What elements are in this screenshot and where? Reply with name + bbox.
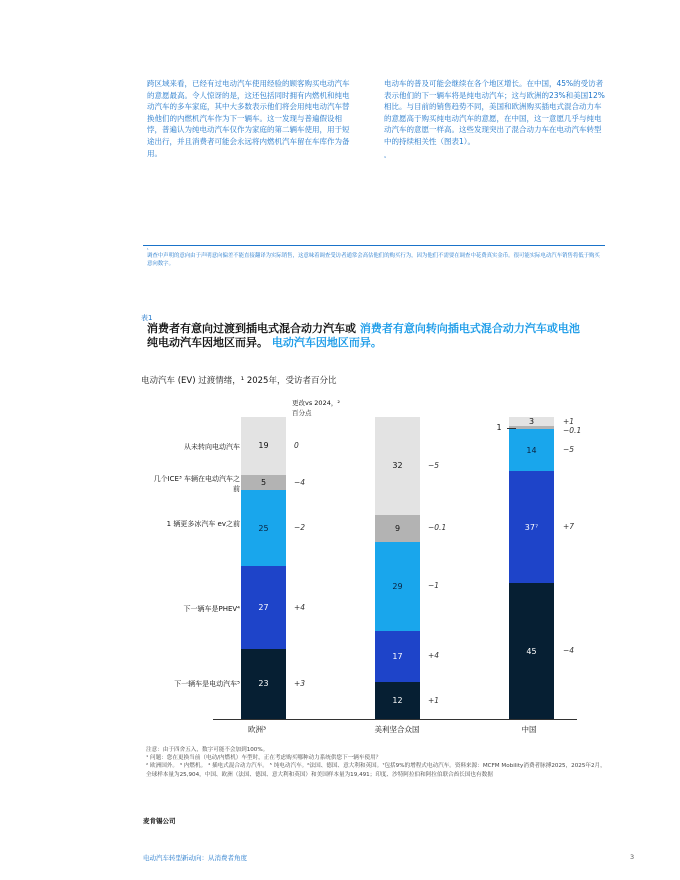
bar-value-label: 3 bbox=[528, 417, 535, 427]
bar-value-label: 29 bbox=[392, 581, 403, 591]
change-header-line2: 百分点 bbox=[292, 409, 312, 417]
x-axis-line bbox=[213, 719, 577, 720]
small-segment-leader-line bbox=[507, 428, 516, 429]
body-right-column: 电动车的普及可能会继续在各个地区增长。在中国，45%的受访者表示他们的下一辆车将是纯电动汽车；这与欧洲的23%和美国12%相比。与目前的销售趋势不同，美国和欧洲购买插电式混合动力车的意愿高于购买纯电动汽车的意愿，在中国，这一意愿几乎与纯电动汽车的意愿一样高。这些发现突出了混合动力车在电动汽车转型中的持续相关性（图表1）。 bbox=[384, 79, 605, 146]
bar-value-label: 9 bbox=[394, 523, 401, 533]
page-number: 3 bbox=[630, 853, 635, 861]
change-value-label: −0.1 bbox=[563, 425, 582, 435]
footnote-marker: ¹ bbox=[147, 247, 149, 252]
change-value-label: −5 bbox=[428, 460, 440, 470]
row-label-next-bev: 下一辆车是电动汽车⁵ bbox=[174, 680, 240, 688]
x-label-usa: 美利坚合众国 bbox=[374, 725, 420, 734]
footnote-text: 调查中声明的意向由于声明意向偏差不能直接翻译为实际销售，这意味着调查受访者通常会高估他们的购买行为，因为他们不需要在调查中花费真实金币。很可能实际电动汽车销售将低于购买意向数字。 bbox=[147, 253, 600, 267]
bar-value-label: 45 bbox=[526, 646, 537, 656]
chart-notes bbox=[146, 746, 606, 779]
bar-value-label: 23 bbox=[258, 679, 269, 689]
row-label-several-ice bbox=[150, 474, 240, 494]
change-value-label: −4 bbox=[294, 477, 306, 487]
footer-title: 电动汽车转型新动向：从消费者角度 bbox=[143, 854, 247, 862]
x-label-china: 中国 bbox=[521, 725, 537, 734]
publisher: 麦肯锡公司 bbox=[143, 817, 176, 825]
title-highlight2: 电动汽车因地区而异。 bbox=[271, 335, 382, 349]
bar-value-label: 37⁷ bbox=[524, 522, 539, 532]
exhibit-label: 表1 bbox=[141, 314, 153, 322]
x-label-europe: 欧洲³ bbox=[247, 725, 266, 734]
change-value-label: +4 bbox=[294, 602, 306, 612]
note-rounding: 注意：由于四舍五入，数字可能不会加到100%。 bbox=[146, 747, 269, 753]
change-value-label: −1 bbox=[428, 581, 440, 591]
chart-subtitle: 电动汽车 (EV) 过渡情绪，¹ 2025年，受访者百分比 bbox=[141, 376, 337, 386]
row-label-next-phev: 下一辆车是PHEV⁴ bbox=[183, 605, 240, 613]
title-part1: 消费者有意向过渡到插电式混合动力汽车或 bbox=[147, 322, 356, 335]
row-label-never-ev: 从未转向电动汽车 bbox=[184, 443, 240, 451]
bar-value-label: 32 bbox=[392, 461, 403, 471]
change-value-label: −5 bbox=[563, 445, 575, 455]
bar-value-label: 5 bbox=[260, 478, 267, 488]
change-value-label: −4 bbox=[563, 646, 575, 656]
note-definitions-source: ² 欧洲国外。 ³ 内燃机。 ⁴ 插电式混合动力汽车。 ⁵ 纯电动汽车。⁶法国、德国、意大利和英国。⁷包括9%的增程式电动汽车。资料来源：MCFM Mobility消费者脉搏2025，2025年2月，全球样本量为25,904，中国、欧洲（法国、德国、意大利和英国）和美国样本量为19,491；印度、沙特阿拉伯和阿拉伯联合酋长国也有数据 bbox=[146, 763, 606, 778]
change-header-line1: 更改vs 2024，² bbox=[292, 399, 340, 407]
bar-value-label: 19 bbox=[258, 441, 269, 451]
change-value-label: −0.1 bbox=[428, 523, 447, 533]
change-value-label: 0 bbox=[294, 440, 299, 450]
row-label-one-more-ice bbox=[156, 519, 240, 529]
bar-value-label: 27 bbox=[258, 603, 269, 613]
change-value-label: +3 bbox=[294, 678, 306, 688]
footnote-rule bbox=[143, 245, 605, 246]
bar-value-label: 1 bbox=[496, 423, 502, 433]
title-highlight1: 消费者有意向转向插电式混合动力汽车或电池 bbox=[359, 322, 580, 335]
note-question: ¹ 问题：您在更换当前（电动/内燃机）车型时，正在考虑购买哪种动力系统供您下一辆车使用？ bbox=[146, 755, 382, 762]
row-label-several-ice-text: 几个ICE³ 车辆在电动汽车之前 bbox=[153, 475, 240, 493]
bar-value-label: 17 bbox=[392, 651, 403, 661]
bar-value-label: 12 bbox=[392, 696, 403, 706]
exhibit-title bbox=[147, 322, 607, 349]
bar-value-label: 14 bbox=[526, 445, 537, 455]
bar-value-label: 25 bbox=[258, 523, 269, 533]
change-value-label: −2 bbox=[294, 523, 306, 533]
change-value-label: +4 bbox=[428, 651, 440, 661]
change-value-label: +7 bbox=[563, 522, 575, 532]
row-label-one-more-ice-text: 1 辆更多冰汽车 ev之前 bbox=[166, 520, 240, 528]
title-part2: 纯电动汽车因地区而异。 bbox=[147, 335, 268, 349]
footnote-reference: ¹ bbox=[384, 156, 387, 162]
change-value-label: +1 bbox=[428, 695, 440, 705]
change-value-label: +1 bbox=[563, 416, 575, 426]
body-left-column: 跨区域来看，已经有过电动汽车使用经验的顾客购买电动汽车的意愿最高。令人惊讶的是，这还包括同时拥有内燃机和纯电动汽车的多车家庭，其中大多数表示他们将会用纯电动汽车替换他们的内燃机汽车作为下一辆车。这一发现与普遍假设相悖，普遍认为纯电动汽车仅作为家庭的第二辆车使用，用于短途出行，并且消费者可能会永远将内燃机汽车留在车库作为备用。 bbox=[147, 79, 350, 158]
change-header bbox=[292, 398, 340, 418]
